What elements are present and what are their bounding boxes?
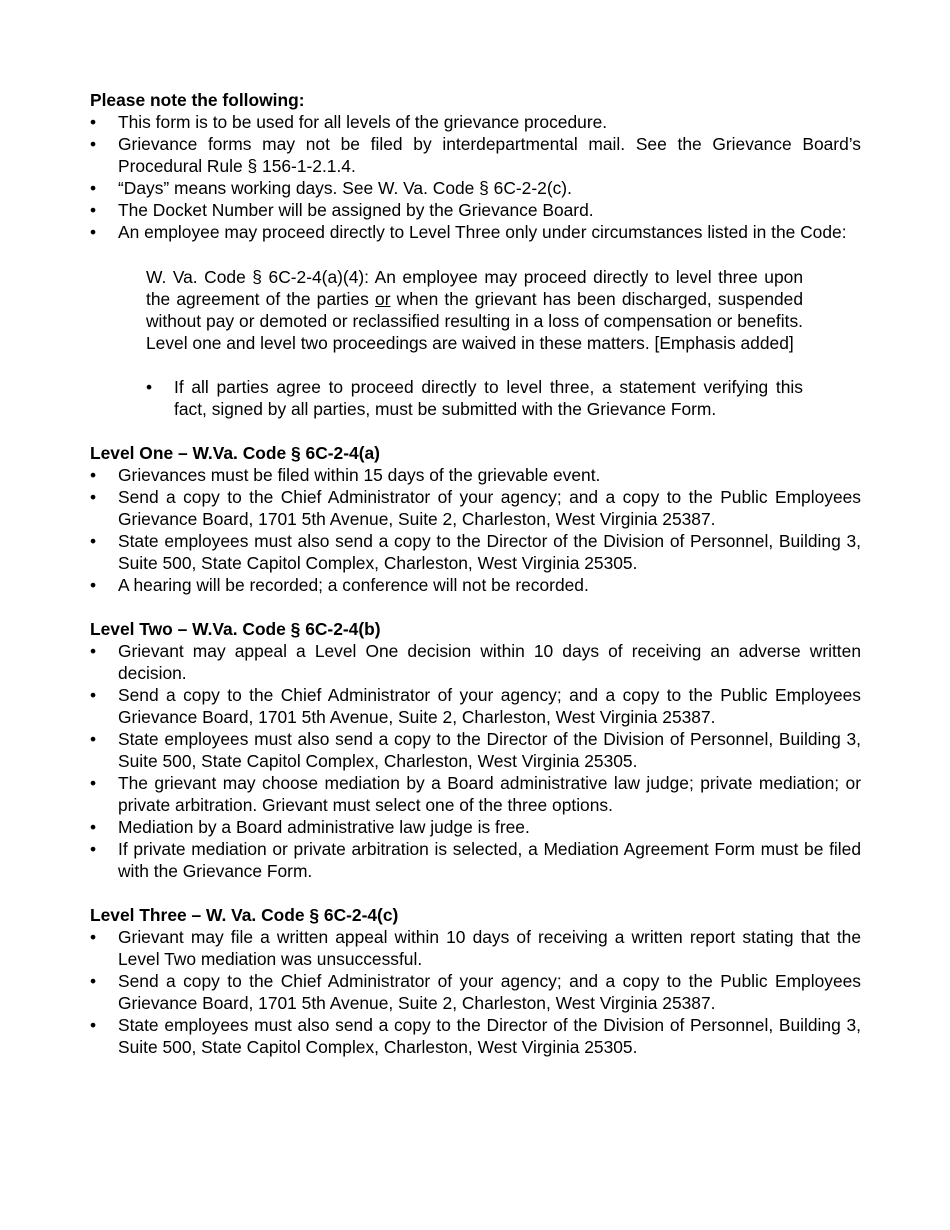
list-item: • Send a copy to the Chief Administrator of your agency; and a copy to the Public Employees Grievance Board, 1701 5th Avenue, Suite 2, Charleston, West Virginia 25387.	[90, 684, 861, 728]
sub-list-item: • If all parties agree to proceed directly to level three, a statement verifying this fact, signed by all parties, must be submitted with the Grievance Form.	[146, 376, 803, 420]
level-one-section	[90, 442, 861, 596]
list-item: • If private mediation or private arbitration is selected, a Mediation Agreement Form must be filed with the Grievance Form.	[90, 838, 861, 882]
list-item: • Grievance forms may not be filed by interdepartmental mail. See the Grievance Board’s Procedural Rule § 156-1-2.1.4.	[90, 133, 861, 177]
level-one-list	[90, 464, 861, 596]
level-two-list	[90, 640, 861, 882]
list-item: • “Days” means working days. See W. Va. Code § 6C-2-2(c).	[90, 177, 861, 199]
list-item: • A hearing will be recorded; a conference will not be recorded.	[90, 574, 861, 596]
list-item: • Grievances must be filed within 15 days of the grievable event.	[90, 464, 861, 486]
quote-text: when the grievant has been discharged, suspended without pay or demoted or reclassified resulting in a loss of compensation or benefits. Level one and level two proceedings are waived in these matters. [Emphasis added]	[146, 289, 804, 353]
level-three-list	[90, 926, 861, 1058]
sub-list	[146, 376, 803, 420]
notes-section	[90, 89, 861, 420]
list-item: • An employee may proceed directly to Level Three only under circumstances listed in the Code:	[90, 221, 861, 243]
notes-list	[90, 111, 861, 243]
code-quote	[146, 266, 803, 354]
list-item: • Send a copy to the Chief Administrator of your agency; and a copy to the Public Employees Grievance Board, 1701 5th Avenue, Suite 2, Charleston, West Virginia 25387.	[90, 970, 861, 1014]
list-item: • The Docket Number will be assigned by the Grievance Board.	[90, 199, 861, 221]
level-three-section	[90, 904, 861, 1058]
notes-heading: Please note the following:	[90, 90, 305, 110]
level-two-section	[90, 618, 861, 882]
list-item: • Grievant may appeal a Level One decision within 10 days of receiving an adverse written decision.	[90, 640, 861, 684]
level-one-heading: Level One – W.Va. Code § 6C-2-4(a)	[90, 443, 380, 463]
list-item: • The grievant may choose mediation by a Board administrative law judge; private mediation; or private arbitration. Grievant must select one of the three options.	[90, 772, 861, 816]
quote-text: W. Va. Code § 6C-2-4(a)(4): An employee may proceed directly to level three upon the agreement of the parties	[146, 267, 803, 309]
document-page	[90, 89, 861, 1058]
list-item: • Mediation by a Board administrative law judge is free.	[90, 816, 861, 838]
list-item: • State employees must also send a copy to the Director of the Division of Personnel, Building 3, Suite 500, State Capitol Complex, Charleston, West Virginia 25305.	[90, 530, 861, 574]
list-item: • Grievant may file a written appeal within 10 days of receiving a written report stating that the Level Two mediation was unsuccessful.	[90, 926, 861, 970]
level-two-heading: Level Two – W.Va. Code § 6C-2-4(b)	[90, 619, 381, 639]
list-item: • Send a copy to the Chief Administrator of your agency; and a copy to the Public Employees Grievance Board, 1701 5th Avenue, Suite 2, Charleston, West Virginia 25387.	[90, 486, 861, 530]
list-item: • State employees must also send a copy to the Director of the Division of Personnel, Building 3, Suite 500, State Capitol Complex, Charleston, West Virginia 25305.	[90, 1014, 861, 1058]
list-item: • This form is to be used for all levels of the grievance procedure.	[90, 111, 861, 133]
level-three-heading: Level Three – W. Va. Code § 6C-2-4(c)	[90, 905, 399, 925]
list-item: • State employees must also send a copy to the Director of the Division of Personnel, Building 3, Suite 500, State Capitol Complex, Charleston, West Virginia 25305.	[90, 728, 861, 772]
quote-emphasis: or	[375, 289, 391, 309]
